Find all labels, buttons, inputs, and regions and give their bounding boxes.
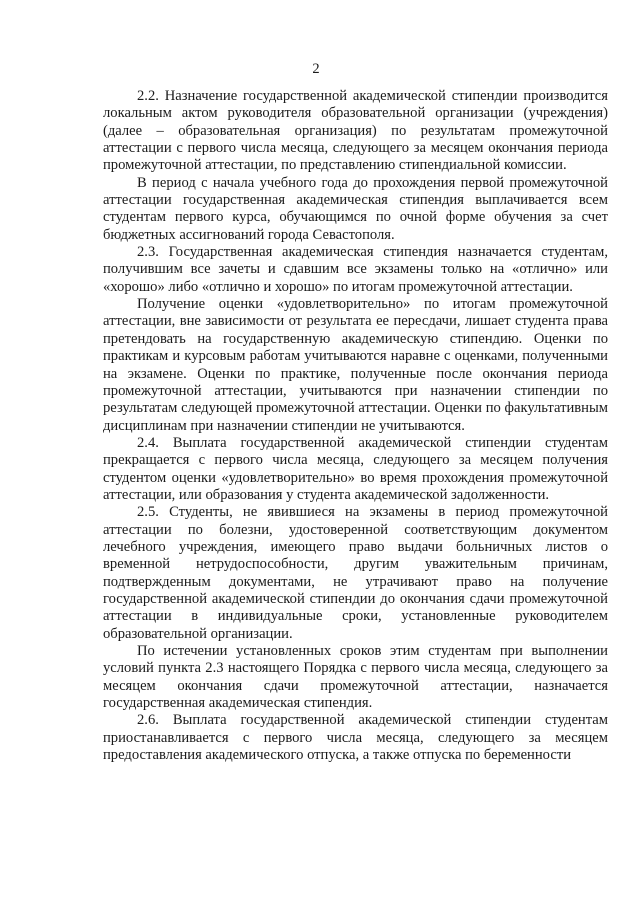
paragraph-2-6: 2.6. Выплата государственной академической стипендии студентам приостанавливается с первого числа месяца, следующего за месяцем предоставления академического отпуска, а также отпуска по беременности — [103, 712, 608, 764]
paragraph-after-deadline: По истечении установленных сроков этим студентам при выполнении условий пункта 2.3 настоящего Порядка с первого числа месяца, следующего за месяцем окончания сдачи промежуточной аттестации, назначается государственная академическая стипендия. — [103, 643, 608, 712]
page-number: 2 — [312, 61, 320, 77]
paragraph-2-3: 2.3. Государственная академическая стипендия назначается студентам, получившим все зачеты и сдавшим все экзамены только на «отлично» или «хорошо» либо «отлично и хорошо» по итогам промежуточной аттестации. — [103, 244, 608, 295]
document-body — [103, 88, 608, 764]
paragraph-2-5: 2.5. Студенты, не явившиеся на экзамены в период промежуточной аттестации по болезни, удостоверенной соответствующим документом лечебного учреждения, имеющего право выдачи больничных листов о временной нетрудоспособности, другим уважительным причинам, подтвержденным документами, не утрачивают право на получение государственной академической стипендии до окончания сдачи промежуточной аттестации в индивидуальные сроки, установленные руководителем образовательной организации. — [103, 504, 608, 642]
paragraph-2-4: 2.4. Выплата государственной академической стипендии студентам прекращается с первого числа месяца, следующего за месяцем получения студентом оценки «удовлетворительно» во время прохождения промежуточной аттестации, или образования у студента академической задолженности. — [103, 434, 608, 503]
paragraph-satisfactory-grade: Получение оценки «удовлетворительно» по итогам промежуточной аттестации, вне зависимости от результата ее пересдачи, лишает студента права претендовать на государственную академическую стипендию. Оценки по практикам и курсовым работам учитываются наравне с оценками, полученными на экзамене. Оценки по практике, полученные после окончания периода промежуточной аттестации, учитываются при назначении стипендии по результатам следующей промежуточной аттестации. Оценки по факультативным дисциплинам при назначении стипендии не учитываются. — [103, 296, 608, 434]
paragraph-2-2: 2.2. Назначение государственной академической стипендии производится локальным актом руководителя образовательной организации (учреждения) (далее – образовательная организация) по результатам промежуточной аттестации с первого числа месяца, следующего за месяцем окончания периода промежуточной аттестации, по представлению стипендиальной комиссии. — [103, 88, 608, 174]
paragraph-first-year-stipend: В период с начала учебного года до прохождения первой промежуточной аттестации государственная академическая стипендия выплачивается всем студентам первого курса, обучающимся по очной форме обучения за счет бюджетных ассигнований города Севастополя. — [103, 174, 608, 243]
